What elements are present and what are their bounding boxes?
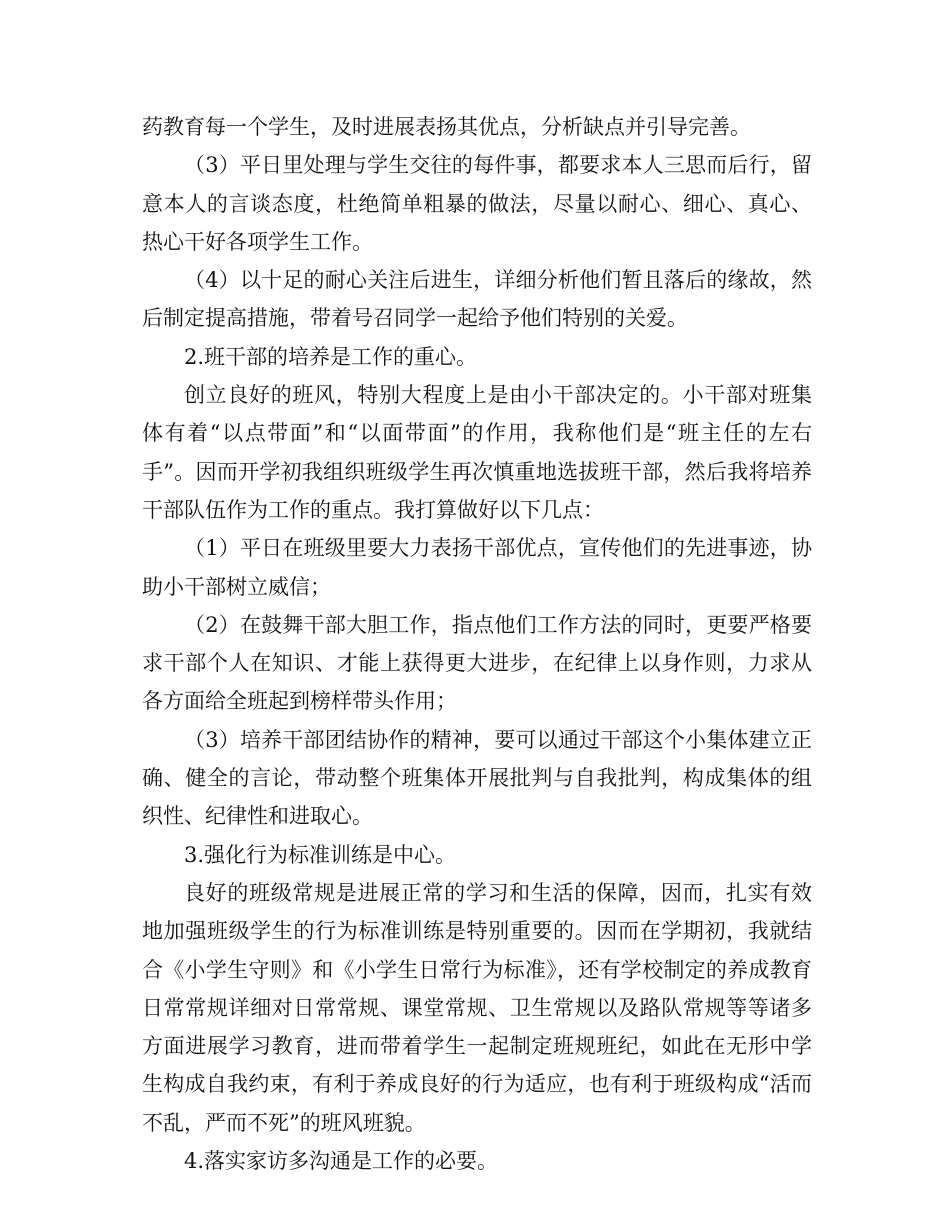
- paragraph-8: （3）培养干部团结协作的精神，要可以通过干部这个小集体建立正确、健全的言论，带动整个班集体开展批判与自我批判，构成集体的组织性、纪律性和进取心。: [142, 727, 812, 829]
- section-heading-3: 3.强化行为标准训练是中心。: [184, 842, 457, 867]
- paragraph-1: 药教育每一个学生，及时进展表扬其优点，分析缺点并引导完善。: [142, 115, 751, 139]
- section-heading-4: 4.落实家访多沟通是工作的必要。: [184, 1149, 499, 1174]
- paragraph-3: （4）以十足的耐心关注后进生，详细分析他们暂且落后的缘故，然后制定提高措施，带着号召同学一起给予他们特别的关爱。: [142, 268, 812, 331]
- paragraph-2: （3）平日里处理与学生交往的每件事，都要求本人三思而后行，留意本人的言谈态度，杜绝简单粗暴的做法，尽量以耐心、细心、真心、热心干好各项学生工作。: [142, 153, 812, 254]
- paragraph-10: 良好的班级常规是进展正常的学习和生活的保障，因而，扎实有效地加强班级学生的行为标准训练是特别重要的。因而在学期初，我就结合《小学生守则》和《小学生日常行为标准》，还有学校制定的养成教育日常常规详细对日常常规、课堂常规、卫生常规以及路队常规等等诸多方面进展学习教育，进而带着学生一起制定班规班纪，如此在无形中学生构成自我约束，有利于养成良好的行为适应，也有利于班级构成“活而不乱，严而不死”的班风班貌。: [142, 880, 812, 1135]
- paragraph-7: （2）在鼓舞干部大胆工作，指点他们工作方法的同时，更要严格要求干部个人在知识、才能上获得更大进步，在纪律上以身作则，力求从各方面给全班起到榜样带头作用；: [142, 612, 812, 714]
- paragraph-5: 创立良好的班风，特别大程度上是由小干部决定的。小干部对班集体有着“以点带面”和“以面带面”的作用，我称他们是“班主任的左右手”。因而开学初我组织班级学生再次慎重地选拔班干部，然后我将培养干部队伍作为工作的重点。我打算做好以下几点：: [142, 383, 812, 522]
- document-body: [142, 108, 812, 1180]
- paragraph-6: （1）平日在班级里要大力表扬干部优点，宣传他们的先进事迹，协助小干部树立威信；: [142, 536, 812, 599]
- section-heading-2: 2.班干部的培养是工作的重心。: [184, 344, 478, 369]
